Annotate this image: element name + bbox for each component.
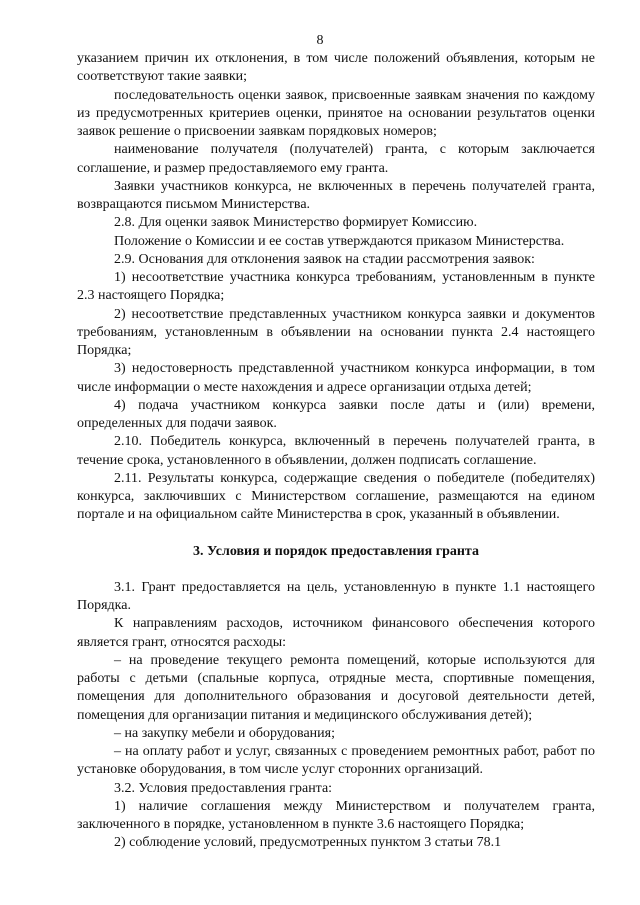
paragraph: 3.1. Грант предоставляется на цель, установленную в пункте 1.1 настоящего Порядка.: [77, 579, 595, 613]
section-heading: 3. Условия и порядок предоставления гранта: [193, 543, 479, 559]
paragraph: 4) подача участником конкурса заявки после даты и (или) времени, определенных для подачи заявок.: [77, 397, 595, 431]
paragraph: 1) несоответствие участника конкурса требованиям, установленным в пункте 2.3 настоящего Порядка;: [77, 270, 595, 304]
paragraph: К направлениям расходов, источником финансового обеспечения которого является грант, относятся расходы:: [77, 616, 595, 650]
paragraph: Положение о Комиссии и ее состав утверждаются приказом Министерства.: [114, 233, 565, 249]
paragraph: 3) недостоверность представленной участником конкурса информации, в том числе информации о месте нахождения и адресе организации отдыха детей;: [77, 361, 595, 395]
paragraph: 2.9. Основания для отклонения заявок на стадии рассмотрения заявок:: [114, 251, 535, 267]
paragraph: 2.10. Победитель конкурса, включенный в перечень получателей гранта, в течение срока, установленного в объявлении, должен подписать соглашение.: [77, 434, 595, 468]
paragraph: Заявки участников конкурса, не включенных в перечень получателей гранта, возвращаются письмом Министерства.: [77, 178, 595, 212]
paragraph: последовательность оценки заявок, присвоенные заявкам значения по каждому из предусмотренных критериев оценки, принятое на основании результатов оценки заявок решение о присвоении заявкам порядковых номеров;: [77, 87, 595, 139]
paragraph: 2) соблюдение условий, предусмотренных пунктом 3 статьи 78.1: [114, 835, 502, 851]
document-body: [77, 50, 595, 853]
paragraph: – на закупку мебели и оборудования;: [114, 725, 335, 741]
paragraph: 2.8. Для оценки заявок Министерство формирует Комиссию.: [114, 215, 478, 231]
paragraph: 3.2. Условия предоставления гранта:: [114, 780, 333, 796]
paragraph: указанием причин их отклонения, в том числе положений объявления, которым не соответствуют такие заявки;: [77, 51, 595, 85]
paragraph: 1) наличие соглашения между Министерством и получателем гранта, заключенного в порядке, установленном в пункте 3.6 настоящего Порядка;: [77, 798, 595, 832]
page-number: 8: [316, 33, 324, 48]
paragraph: наименование получателя (получателей) гранта, с которым заключается соглашение, и размер предоставляемого ему гранта.: [77, 142, 595, 176]
paragraph: 2.11. Результаты конкурса, содержащие сведения о победителе (победителях) конкурса, заключивших с Министерством соглашение, размещаются на едином портале и на официальном сайте Министерства в срок, указанный в объявлении.: [77, 470, 595, 523]
paragraph: 2) несоответствие представленных участником конкурса заявки и документов требованиям, установленным в объявлении на основании пункта 2.4 настоящего Порядка;: [77, 306, 595, 358]
paragraph: – на оплату работ и услуг, связанных с проведением ремонтных работ, работ по установке оборудования, в том числе услуг сторонних организаций.: [77, 744, 595, 778]
paragraph: – на проведение текущего ремонта помещений, которые используются для работы с детьми (спальные корпуса, отрядные места, спортивные помещения, помещения для дополнительного образования и досуговой деятельности детей, помещения для организации питания и медицинского обслуживания детей);: [77, 652, 595, 723]
